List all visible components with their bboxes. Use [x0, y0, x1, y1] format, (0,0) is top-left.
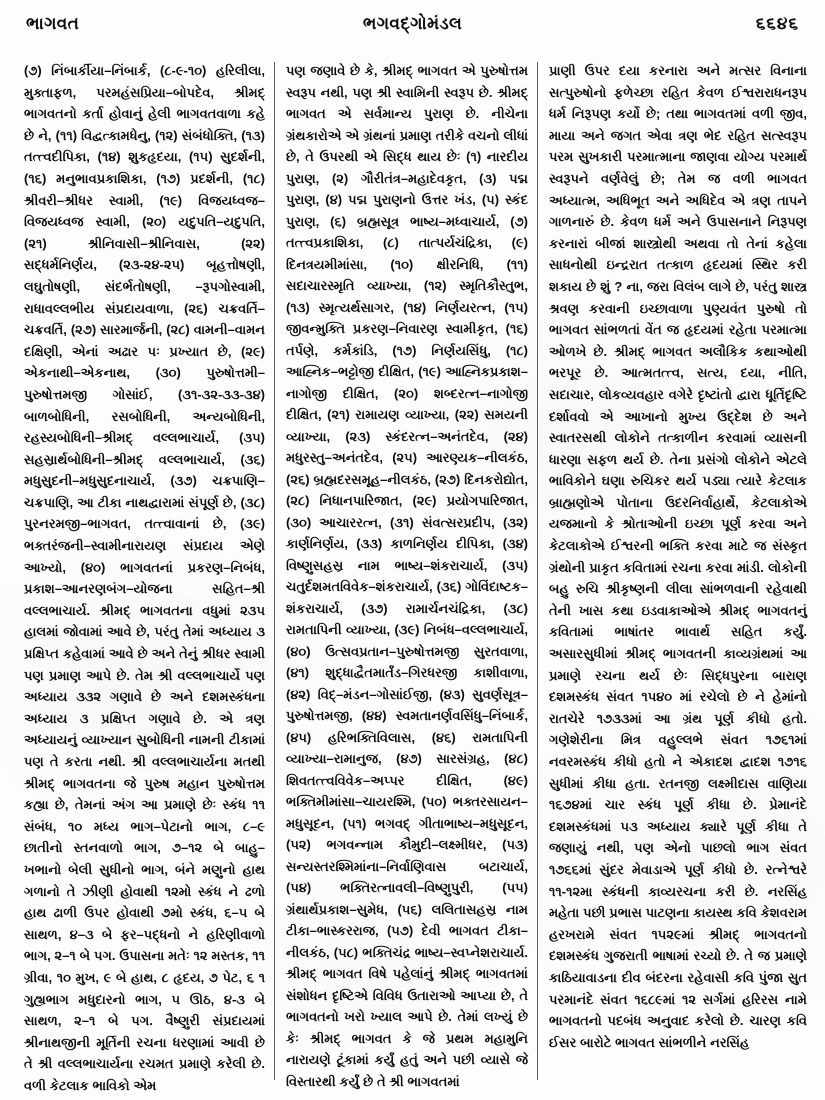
column-container [24, 60, 807, 1093]
running-head-book-title: ભગવદ્ગોમંડલ [362, 14, 463, 33]
text-column-3 [538, 60, 807, 1082]
column-2-body-text: પણ જણાવે છે કે, શ્રીમદ્ ભાગવત એ પુરુષોત્તમ સ્વરૂપ નથી, પણ શ્રી સ્વામિની સ્વરૂપ છે. શ્રીમદ્ ભાગવત એ સર્વમાન્ય પુરાણ છે. નીચેના ગ્રંથકારોએ એ ગ્રંથનાં પ્રમાણ તરીકે વચનો લીધાં છે, તે ઉપરથી એ સિદ્ધ થાય છેઃ (૧) નારદીય પુરાણ, (૨) ગૌરીતંત્ર–મહાદેવકૃત, (૩) પદ્મ પુરાણ, (૪) પદ્મ પુરાણનો ઉત્તર ખંડ, (૫) સ્કંદ પુરાણ, (૬) બ્રહ્મસૂત્ર ભાષ્ય–મધ્વાચાર્ય, (૭) તત્ત્વપ્રકાશિકા, (૮) તાત્પર્યચંદ્રિકા, (૯) દિનત્રયમીમાંસા, (૧૦) ક્ષીરનિધિ, (૧૧) સદાચારસ્મૃતિ વ્યાખ્યા, (૧૨) સ્મૃતિકૌસ્તુભ, (૧૩) સ્મૃત્યર્થસાગર, (૧૪) નિર્ણયરત્ન, (૧૫) જીવન્મુક્તિ પ્રકરણ–નિવારણ સ્વામીકૃત, (૧૬) તર્પણે, કર્મકાંડિ, (૧૭) નિર્ણયસિંધુ, (૧૮) આહ્નિક–ભટ્ટોજી દીક્ષિત, (૧૯) આહ્નિકપ્રકાશ–નાગોજી દીક્ષિત, (૨૦) શબ્દરત્ન–નાગોજી દીક્ષિત, (૨૧) રામાયણ વ્યાખ્યા, (૨૨) સમયની વ્યાખ્યા, (૨૩) સ્કંદરત્ન–અનંતદેવ, (૨૪) મધુરસ્તુ–અનંતદેવ, (૨૫) આરણ્યક–નીલકંઠ, (૨૬) બ્રહ્મદરસમૂહ–નીલકંઠ, (૨૭) દિનકરોદ્યોત, (૨૮) નિધાનપારિજાત, (૨૯) પ્રયોગપારિજાત, (૩૦) આચારરત્ન, (૩૧) સંવત્સરપ્રદીપ, (૩૨) કાર્ણનિર્ણય, (૩૩) કાળનિર્ણય દીપિકા, (૩૪) વિષ્ણુસહસ્ર નામ ભાષ્ય–શંકરાચાર્ય, (૩૫) ચતુર્દશમતવિવેક–શંકરાચાર્ય, (૩૬) ગોવિંદાષ્ટક–શંકરાચાર્ય, (૩૭) રામાર્ચનચંદ્રિકા, (૩૮) રામતાપિની વ્યાખ્યા, (૩૯) નિબંધ–વલ્લભાચાર્ય, (૪૦) ઉત્સવપ્રતાન–પુરુષોત્તમજી સુરતવાળા, (૪૧) શુદ્ધાદ્વૈતમાર્તંડ–ગિરધરજી કાશીવાળા, (૪૨) વિદ્–મંડન–ગોસાંઈજી, (૪૩) સુવર્ણસૂત્ર–પુરુષોત્તમજી, (૪૪) સ્વમતાનર્ણવસિંધુ–નિંબાર્ક, (૪૫) હરિભક્તિવિલાસ, (૪૬) રામતાપિની વ્યાખ્યા–રામાનુજ, (૪૭) સારસંગ્રહ, (૪૮) શિવતત્ત્વવિવેક–અપ્પર દીક્ષિત, (૪૯) ભક્તિમીમાંસા–ચાયરશ્મિ, (૫૦) ભક્તરસાયન–મધુસૂદન, (૫૧) ભગવદ્ ગીતાભાષ્ય–મધુસૂદન, (૫૨) ભગવન્નામ કૌમુદી–લક્ષ્મીધર, (૫૩) સન્યસ્તરશ્મિમાંના–નિર્વાણિવાસ બટાચાર્ય, (૫૪) ભક્તિરત્નાવલી–વિષ્ણુપુરી, (૫૫) ગ્રંથાર્થપ્રકાશ–સુમેધ, (૫૬) લલિતાસહસ્ર નામ ટીકા–ભાસ્કરરાજ, (૫૭) દેવી ભાગવત ટીકા–નીલકંઠ, (૫૮) ભક્તિચંદ્ર ભાષ્ય–સ્વપ્નેશરાચાર્ય. શ્રીમદ્ ભાગવત વિષે પહેલાંનું શ્રીમદ્ ભાગવતમાં સંશોધન દૃષ્ટિએ વિવિધ ઉતારાઓ આપ્યા છે, તે ભાગવતનો ખરો ખ્યાલ આપે છે. તેમાં લખ્યું છે કેઃ શ્રીમદ્ ભાગવત કે જે પ્રથમ મહામુનિ નારાયણે ટૂંકામાં કર્યું હતું અને પછી વ્યાસે જે વિસ્તારથી કર્યું છે તે શ્રી ભાગવતમાં [286, 63, 528, 1089]
column-1-body-text: (૭) નિંબાર્કીયા–નિંબાર્ક, (૮-૯-૧૦) હરિલીલા, મુક્તાફળ, પરમહંસપ્રિયા–બોપદેવ, શ્રીમદ્ ભાગવતનો કર્તા હોવાનું હેલી ભાગવતવાળા કહે છે ને, (૧૧) વિદ્વત્કામધેનુ, (૧૨) સંબંધોક્તિ, (૧૩) તત્ત્વદીપિકા, (૧૪) શુકહૃદયા, (૧૫) સુદર્શની, (૧૬) મનુભાવપ્રકાશિકા, (૧૭) પ્રદર્શની, (૧૮) શ્રીવરી–શ્રીધર સ્વામી, (૧૯) વિજયધ્વજ–વિજયધ્વજ સ્વામી, (૨૦) યદુપતિ–યદુપતિ, (૨૧) શ્રીનિવાસી–શ્રીનિવાસ, (૨૨) સદ્ધર્મનિર્ણય, (૨૩-૨૪-૨૫) બૃહત્તોષણી, લઘુતોષણી, સંદર્ભતોષણી, –રૂપગોસ્વામી, રાધાવલ્લભીય સંપ્રદાયવાળા, (૨૬) ચક્રવર્તિ–ચક્રવર્તિ, (૨૭) સારમાર્જની, (૨૮) વામની–વામન દક્ષિણી, એનાં અઢાર પઃ પ્રખ્યાત છે, (૨૯) એકનાથી–એકનાથ, (૩૦) પુરુષોત્તમી–પુરુષોત્તમજી ગોસાંઈ, (૩૧-૩૨-૩૩-૩૪) બાળબોધિની, રસબોધિની, અન્યબોધિની, રહસ્યબોધિની–શ્રીમદ્ વલ્લભાચાર્ય, (૩૫) સહસ્રાર્થબોધિની–શ્રીમદ્ વલ્લભાચાર્ય, (૩૬) મધુસુદની–મધુસુદનાચાર્ય, (૩૭) ચક્રપાણિ–ચક્રપાણિ, આ ટીકા નાથદ્વારામાં સંપૂર્ણ છે, (૩૮) પુરનરમજી–ભાગવત, તત્ત્વાવાનાં છે, (૩૯) ભક્તરંજની–સ્વામીનારાયણ સંપ્રદાય એણે આખ્યો, (૪૦) ભાગવતનાં પ્રકરણ–નિબંધ, પ્રકાશ–આનરણબંગ–યોજના સહિત–શ્રી વલ્લભાચાર્ય. શ્રીમદ્ ભાગવતના વધુમાં ૨૩૫ હાલમાં જોવામાં આવે છે, પરંતુ તેમાં અધ્યાય ૩ પ્રક્ષિપ્ત કહેવામાં આવે છે અને તેનું શ્રીધર સ્વામી પણ પ્રમાણ આપે છે. તેમ શ્રી વલ્લભાચાર્યે પણ અધ્યાય ૩૩૨ ગણાવે છે અને દશમસ્કંધના અધ્યાય ૩ પ્રક્ષિપ્ત ગણાવે છે. એ ત્રણ અધ્યાયનું વ્યાખ્યાન સુબોધિની નામની ટીકામાં પણ તે કરતા નથી. શ્રી વલ્લભાચાર્યના મતથી શ્રીમદ્ ભાગવતના જે પુરુષ મહાન પુરુષોત્તમ કહ્યા છે, તેમનાં અંગ આ પ્રમાણે છેઃ સ્કંધ ૧૧ સંબંધ, ૧૦ મધ્ય ભાગ–પેટાનો ભાગ, ૮–૯ છાતીનો સ્તનવાળો ભાગ, ૭–૧૨ બે બાહુ–ખભાનો બેલી સુધીનો ભાગ, બંને મણુનો હાથ ગળાનો તે ઝીણી હોવાથી ૧૨મો સ્કંધ ને ઢળો હાથ ઢાળી ઉપર હોવાથી ૭મો સ્કંધ, ૬–૫ બે સાથળ, ૪–૩ બે ફર–પદ્ધનો ને હરિણીવાળો ભાગ, ૨–૧ બે પગ. ઉપાસના મતેઃ ૧૨ મસ્તક, ૧૧ ગ્રીવા, ૧૦ મુખ, ૯ બે હાથ, ૮ હૃદય, ૭ પેટ, ૬ ૧ ગુહ્યભાગ મધુદારનો ભાગ, ૫ ઊઠ, ૪-૩ બે સાથળ, ૨–૧ બે પગ. વૈષ્ણુરી સંપ્રદાયમાં શ્રીનાથજીની મૂર્તિની રચના ધરણામાં આવી છે તે શ્રી વલ્લભાચાર્યના રચમત પ્રમાણે કરેલી છે. વળી કેટલાક ભાવિકો એમ [24, 63, 265, 1093]
text-column-1 [24, 60, 274, 1093]
running-head-left-entry: ભાગવત [26, 14, 80, 33]
column-3-body-text: પ્રાણી ઉપર દયા કરનારા અને મત્સર વિનાના સત્પુરુષોનો ફળેચ્છા રહિત કેવળ ઈશ્વરારાધનરૂપ ધર્મ નિરૂપણ કર્યો છે; તથા ભાગવતમાં વળી જીવ, માયા અને જગત એવા ત્રણ ભેદ રહિત સત્સ્વરૂપ પરમ સુખકારી પરમાત્માના જાણવા યોગ્ય પરમાર્થ સ્વરૂપને વર્ણવેલું છે; તેમ જ વળી ભાગવત અધ્યાત્મ, અધિભૂત અને અધિદેવ એ ત્રણ તાપને ગાળનારું છે. કેવળ ધર્મ અને ઉપાસનાને નિરૂપણ કરનારાં બીજાં શાસ્ત્રોથી અથવા તો તેનાં કહેલા સાધનોથી ઇન્દ્રરાત તત્કાળ હૃદયમાં સ્થિર કરી શકાય છે શું ? ના, જરા વિલંબ લાગે છે, પરંતુ શાસ્ત્ર શ્રવણ કરવાની ઇચ્છાવાળા પુણ્યવંત પુરુષો તો ભાગવત સાંભળતાં વેંત જ હૃદયમાં રહેતા પરમાત્મા ઓળખે છે. શ્રીમદ્ ભાગવત અલૌકિક કથાઓથી ભરપૂર છે. આત્મતત્ત્વ, સત્ય, દયા, નીતિ, સદાચાર, લોકવ્યવહાર વગેરે દૃષ્ટાંતો દ્વારા ધૂર્તિદૃષ્ટિ દર્શાવવો એ આખાનો મુખ્ય ઉદ્દેશ છે અને સ્વાતરસથી લોકોને તત્કાળીન કરવામાં વ્યાસની ધારણા સફળ થર્ય છે. તેના પ્રસંગો લોકોને એટલે ભાવિકોને ઘણા રુચિકર થર્ય પડ્યા ત્યારે કેટલાક બ્રાહ્મણોએ પોતાના ઉદરનિર્વાહાર્થે, કેટલાકોએ યજમાનો કે શ્રોતાઓની ઇચ્છા પૂર્ણ કરવા અને કેટલાકોએ ઈશ્વરની ભક્તિ કરવા માટે જ સંસ્કૃત ગ્રંથોની પ્રાકૃત કવિતામાં રચના કરવા માંડી. લોકોની બહુ રુચિ શ્રીકૃષ્ણની લીલા સાંભળવાની રહેવાથી તેની ખાસ કથા ઇડવાકાઓએ શ્રીમદ્ ભાગવતનું કવિતામાં ભાષાંતર ભાવાર્થ સહિત કર્યું. અસારસુધીમાં શ્રીમદ્ ભાગવતની કાવ્યગ્રંથમાં આ પ્રમાણે રચના થર્ય છેઃ સિદ્ધપુરના બારાણ દશમસ્કંધ સંવત ૧૫૪૦ માં રચેલો છે ને હેમાંનો રાતચેરે ૧૭૩૩માં આ ગ્રંથ પૂર્ણ કીધો હતો. ગણેશેરીના મિત્ર વહુલ્લભે સંવત ૧૭૬૧માં નવરમસ્કંધ કીધો હતો ને એકાદશ દ્વાદશ ૧૭૧૬ સુધીમાં કીધા હતા. રતનજી લક્ષ્મીદાસ વાણિયા ૧૬૭૪માં ચાર સ્કંધ પૂર્ણ કીધા છે. પ્રેમાનંદે દશમસ્કંધમાં ૫૩ અધ્યાય ક્યારે પૂર્ણ કીધા તે જણાયું નથી, પણ એનો પાછલો ભાગ સંવત ૧૭૬૬માં સુંદર મેવાડાએ પૂર્ણ કીધો છે. રત્નેશ્વરે ૧૧-૧૨મા સ્કંધની કાવ્યરચના કરી છે. નરસિંહ મહેતા પછી પ્રભાસ પાટણના કાયસ્થ કવિ કેશવરામ હરખરામે સંવત ૧૫૨૯માં શ્રીમદ્ ભાગવતનો દશમસ્કંધ ગુજરાતી ભાષામાં રચ્યો છે. તે જ પ્રમાણે કાઠિયાવાડના દીવ બંદરના રહેવાસી કવિ પુંજા સુત પરમાનંદે સંવત ૧૬૮૯માં ૧૨ સર્ગમાં હરિરસ નામે ભાગવતનો પદબંધ અનુવાદ કરેલો છે. ચારણ કવિ ઈસર બારોટે ભાગવત સાંભળીને નરસિંહ [549, 63, 807, 1050]
page-number: ૬૬૪૬ [755, 14, 799, 33]
text-column-2 [275, 60, 537, 1089]
running-head [26, 14, 799, 44]
